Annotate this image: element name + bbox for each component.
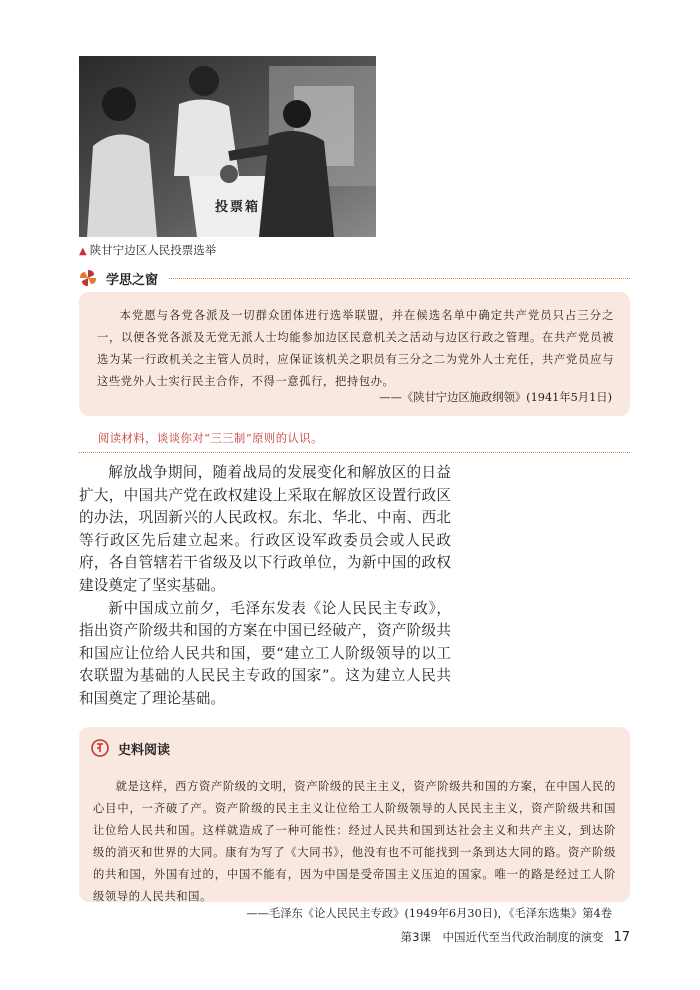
quote-text: 本党愿与各党各派及一切群众团体进行选举联盟，并在候选名单中确定共产党员只占三分之一，以便各党各派及无党无派人士均能参加边区民意机关之活动与边区行政之管理。在共产党员被选为某一行政机关之主管人员时，应保证该机关之职员有三分之二为党外人士充任，共产党员应与这些党外人士实行民主合作，不得一意孤行，把持包办。: [97, 309, 614, 388]
scroll-icon: [91, 739, 109, 757]
quote-source: ——毛泽东《论人民民主专政》(1949年6月30日)，《毛泽东选集》第4卷: [246, 907, 612, 920]
study-quote-box: [79, 292, 630, 416]
triangle-icon: ▲: [79, 246, 87, 257]
photo-caption-text: 陕甘宁边区人民投票选举: [89, 243, 217, 257]
body-text: [79, 462, 451, 711]
section-title: 史料阅读: [118, 743, 171, 758]
section-title: 学思之窗: [106, 273, 159, 288]
body-paragraph: 新中国成立前夕，毛泽东发表《论人民民主专政》，指出资产阶级共和国的方案在中国已经破产，资产阶级共和国应让位给人民共和国，要“建立工人阶级领导的以工农联盟为基础的人民民主专政的国家”。这为建立人民共和国奠定了理论基础。: [79, 599, 451, 707]
lesson-title: 第3课 中国近代至当代政治制度的演变: [400, 930, 604, 944]
ballot-box-label: 投票箱: [215, 200, 261, 215]
reading-task: 阅读材料，谈谈你对“三三制”原则的认识。: [98, 432, 323, 445]
page-number: 17: [613, 930, 630, 945]
photo-caption: [79, 242, 216, 258]
dotted-divider: [79, 452, 630, 453]
page-footer: [401, 929, 630, 945]
section-header-xuesi: [79, 268, 630, 288]
quote-source: ——《陕甘宁边区施政纲领》(1941年5月1日): [379, 391, 612, 404]
pinwheel-icon: [79, 269, 97, 287]
section-header-shiliao: [91, 738, 611, 758]
body-paragraph: 解放战争期间，随着战局的发展变化和解放区的日益扩大，中国共产党在政权建设上采取在解放区设置行政区的办法，巩固新兴的人民政权。东北、华北、中南、西北等行政区先后建立起来。行政区设军政委员会或人民政府，各自管辖若干省级及以下行政单位，为新中国的政权建设奠定了坚实基础。: [79, 464, 451, 594]
dotted-divider: [169, 278, 630, 279]
quote-text: 就是这样，西方资产阶级的文明，资产阶级的民主主义，资产阶级共和国的方案，在中国人民的心目中，一齐破了产。资产阶级的民主主义让位给工人阶级领导的人民民主主义，资产阶级共和国让位给人民共和国。这样就造成了一种可能性：经过人民共和国到达社会主义和共产主义，到达阶级的消灭和世界的大同。康有为写了《大同书》，他没有也不可能找到一条到达大同的路。资产阶级的共和国，外国有过的，中国不能有，因为中国是受帝国主义压迫的国家。唯一的路是经过工人阶级领导的人民共和国。: [93, 780, 616, 903]
voting-photo: [79, 56, 376, 237]
historical-source-box: [79, 727, 630, 920]
